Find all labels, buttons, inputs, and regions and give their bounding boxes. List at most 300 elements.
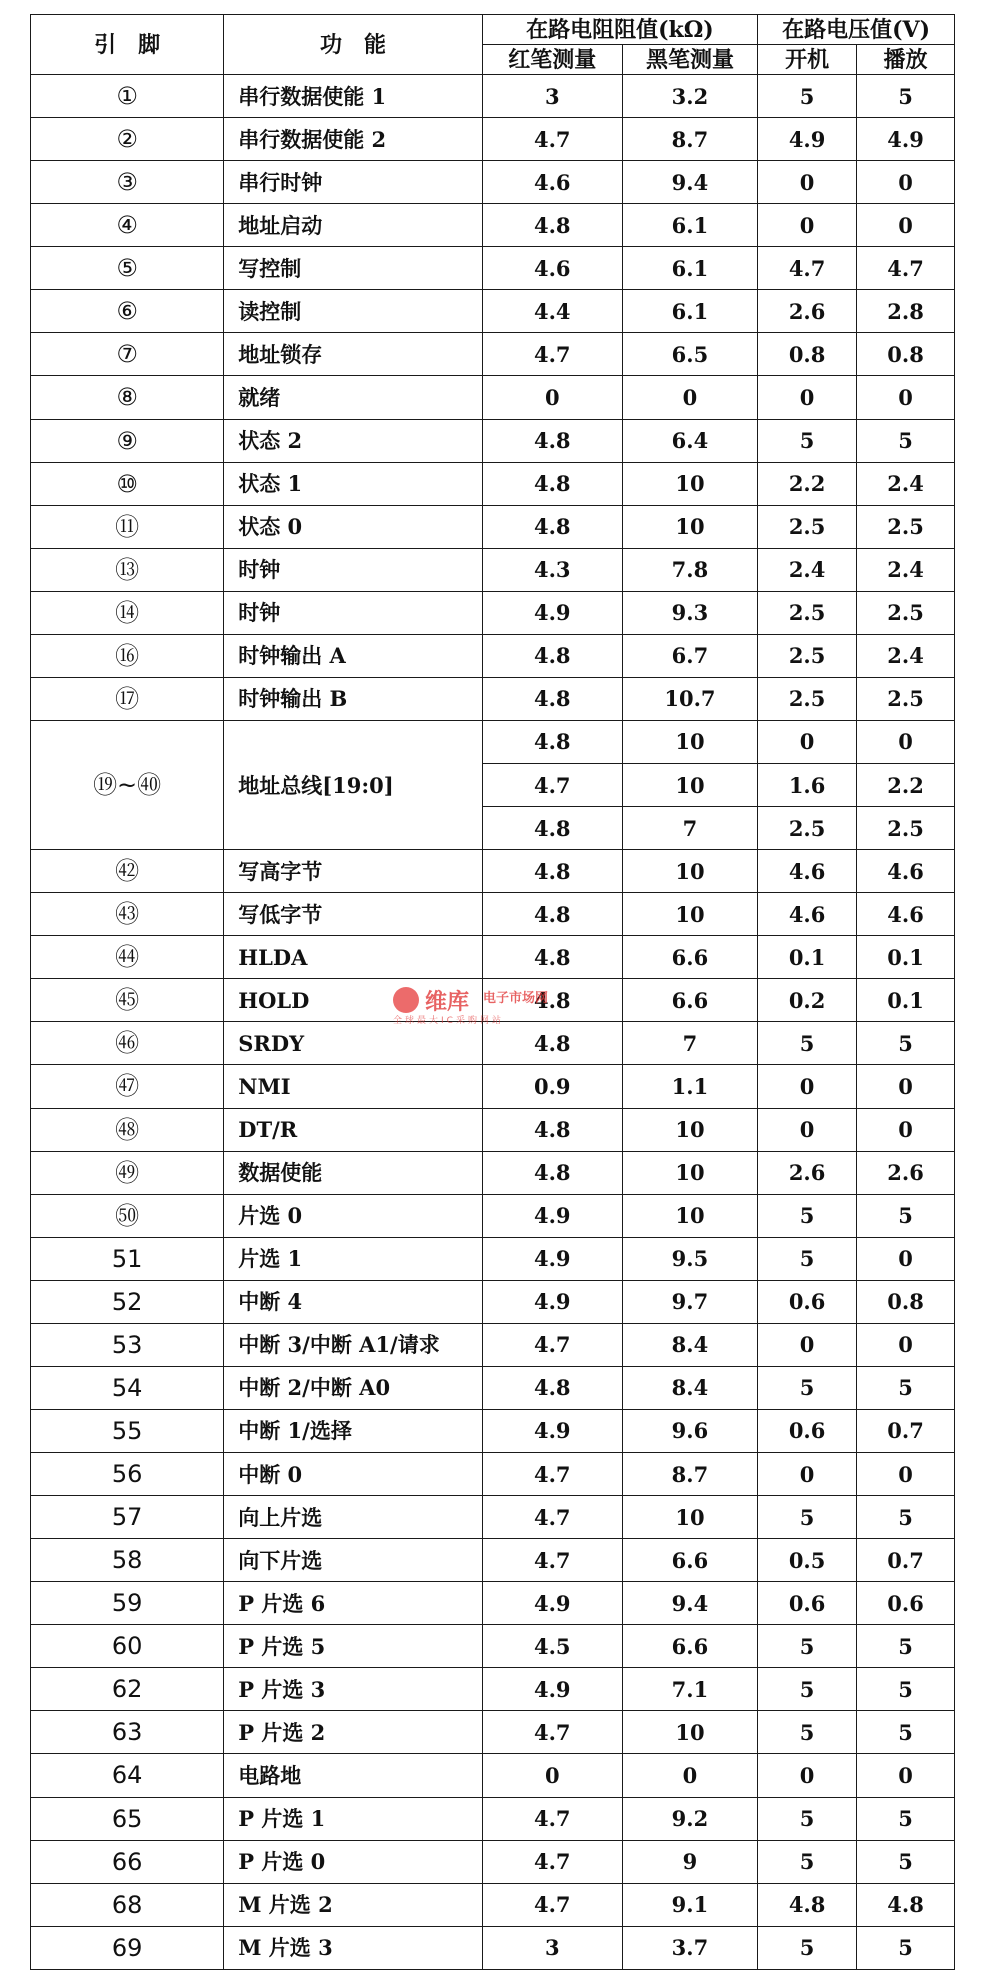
- power-on-cell: 5: [758, 1668, 857, 1711]
- red-probe-cell: 4.8: [482, 720, 622, 763]
- red-probe-cell: 4.8: [482, 462, 622, 505]
- play-cell: 0: [857, 1323, 955, 1366]
- table-row: [31, 1625, 955, 1668]
- black-probe-cell: 7.1: [622, 1668, 757, 1711]
- black-probe-cell: 6.6: [622, 936, 757, 979]
- pin-cell: 66: [31, 1840, 224, 1883]
- function-cell: NMI: [224, 1065, 482, 1108]
- black-probe-cell: 9.2: [622, 1797, 757, 1840]
- header-function: 功 能: [224, 15, 482, 75]
- power-on-cell: 5: [758, 1711, 857, 1754]
- pin-cell: ㊷: [31, 850, 224, 893]
- table-row: [31, 1151, 955, 1194]
- table-row: [31, 505, 955, 548]
- pin-cell: ⑥: [31, 290, 224, 333]
- red-probe-cell: 4.5: [482, 1625, 622, 1668]
- function-cell: 状态 0: [224, 505, 482, 548]
- function-cell: 电路地: [224, 1754, 482, 1797]
- red-probe-cell: 3: [482, 75, 622, 118]
- red-probe-cell: 4.4: [482, 290, 622, 333]
- black-probe-cell: 10: [622, 462, 757, 505]
- black-probe-cell: 10: [622, 1496, 757, 1539]
- pin-cell: 59: [31, 1582, 224, 1625]
- table-row: [31, 1754, 955, 1797]
- play-cell: 4.9: [857, 118, 955, 161]
- table-row: [31, 1323, 955, 1366]
- black-probe-cell: 10.7: [622, 677, 757, 720]
- power-on-cell: 2.6: [758, 290, 857, 333]
- pin-data-table: [30, 14, 955, 1970]
- play-cell: 5: [857, 1496, 955, 1539]
- table-row: [31, 1496, 955, 1539]
- power-on-cell: 5: [758, 1022, 857, 1065]
- red-probe-cell: 4.6: [482, 161, 622, 204]
- function-cell: P 片选 5: [224, 1625, 482, 1668]
- black-probe-cell: 8.4: [622, 1323, 757, 1366]
- pin-cell: 65: [31, 1797, 224, 1840]
- power-on-cell: 5: [758, 1496, 857, 1539]
- red-probe-cell: 4.9: [482, 1280, 622, 1323]
- pin-cell: ①: [31, 75, 224, 118]
- pin-cell: 69: [31, 1926, 224, 1969]
- play-cell: 2.6: [857, 1151, 955, 1194]
- table-row: [31, 1668, 955, 1711]
- power-on-cell: 0.2: [758, 979, 857, 1022]
- watermark-tag: 全球最大IC采购网站: [393, 1016, 504, 1026]
- play-cell: 0: [857, 1237, 955, 1280]
- black-probe-cell: 6.6: [622, 1625, 757, 1668]
- play-cell: 0.7: [857, 1409, 955, 1452]
- watermark-site: 电子市场网: [483, 991, 549, 1006]
- play-cell: 5: [857, 419, 955, 462]
- power-on-cell: 4.6: [758, 893, 857, 936]
- pin-cell: 53: [31, 1323, 224, 1366]
- pin-cell: ④: [31, 204, 224, 247]
- red-probe-cell: 4.9: [482, 591, 622, 634]
- pin-cell: ⑰: [31, 677, 224, 720]
- pin-cell: ㊸: [31, 893, 224, 936]
- table-row: [31, 290, 955, 333]
- black-probe-cell: 0: [622, 1754, 757, 1797]
- red-probe-cell: 4.8: [482, 1151, 622, 1194]
- red-probe-cell: 4.8: [482, 204, 622, 247]
- power-on-cell: 0.5: [758, 1539, 857, 1582]
- pin-cell: ⑩: [31, 462, 224, 505]
- pin-cell: ⑬: [31, 548, 224, 591]
- red-probe-cell: 4.7: [482, 118, 622, 161]
- pin-cell: 54: [31, 1366, 224, 1409]
- pin-cell: ⑲~㊵: [31, 720, 224, 849]
- function-cell: 地址启动: [224, 204, 482, 247]
- function-cell: 就绪: [224, 376, 482, 419]
- power-on-cell: 0: [758, 720, 857, 763]
- power-on-cell: 0: [758, 161, 857, 204]
- red-probe-cell: 4.7: [482, 1539, 622, 1582]
- table-row: [31, 419, 955, 462]
- power-on-cell: 5: [758, 1237, 857, 1280]
- function-cell: HLDA: [224, 936, 482, 979]
- black-probe-cell: 10: [622, 1194, 757, 1237]
- black-probe-cell: 6.1: [622, 290, 757, 333]
- function-cell: 中断 4: [224, 1280, 482, 1323]
- table-row: [31, 376, 955, 419]
- play-cell: 0: [857, 161, 955, 204]
- function-cell: DT/R: [224, 1108, 482, 1151]
- table-row: [31, 720, 955, 763]
- power-on-cell: 5: [758, 1366, 857, 1409]
- function-cell: 串行数据使能 2: [224, 118, 482, 161]
- play-cell: 5: [857, 75, 955, 118]
- play-cell: 0.6: [857, 1582, 955, 1625]
- red-probe-cell: 4.8: [482, 936, 622, 979]
- red-probe-cell: 4.9: [482, 1582, 622, 1625]
- black-probe-cell: 10: [622, 893, 757, 936]
- header-red-probe: 红笔测量: [482, 45, 622, 75]
- red-probe-cell: 4.9: [482, 1409, 622, 1452]
- pin-cell: ㊽: [31, 1108, 224, 1151]
- function-cell: 地址总线[19:0]: [224, 720, 482, 849]
- table-row: [31, 634, 955, 677]
- table-row: [31, 75, 955, 118]
- pin-cell: 52: [31, 1280, 224, 1323]
- black-probe-cell: 8.7: [622, 1453, 757, 1496]
- play-cell: 4.8: [857, 1883, 955, 1926]
- function-cell: P 片选 0: [224, 1840, 482, 1883]
- red-probe-cell: 4.3: [482, 548, 622, 591]
- play-cell: 0: [857, 204, 955, 247]
- pin-cell: 63: [31, 1711, 224, 1754]
- play-cell: 2.4: [857, 462, 955, 505]
- function-cell: 中断 3/中断 A1/请求: [224, 1323, 482, 1366]
- function-cell: 写控制: [224, 247, 482, 290]
- pin-cell: ⑯: [31, 634, 224, 677]
- table-row: [31, 1539, 955, 1582]
- play-cell: 5: [857, 1366, 955, 1409]
- table-row: [31, 1280, 955, 1323]
- table-row: [31, 1065, 955, 1108]
- pin-cell: ㊹: [31, 936, 224, 979]
- pin-cell: 57: [31, 1496, 224, 1539]
- table-row: [31, 247, 955, 290]
- table-row: [31, 591, 955, 634]
- pin-cell: ㊻: [31, 1022, 224, 1065]
- function-cell: 地址锁存: [224, 333, 482, 376]
- power-on-cell: 2.5: [758, 634, 857, 677]
- red-probe-cell: 0: [482, 1754, 622, 1797]
- function-cell: 中断 2/中断 A0: [224, 1366, 482, 1409]
- pin-cell: 62: [31, 1668, 224, 1711]
- pin-cell: ③: [31, 161, 224, 204]
- black-probe-cell: 7: [622, 1022, 757, 1065]
- black-probe-cell: 6.6: [622, 1539, 757, 1582]
- table-row: [31, 677, 955, 720]
- function-cell: M 片选 2: [224, 1883, 482, 1926]
- table-row: [31, 850, 955, 893]
- red-probe-cell: 4.7: [482, 1323, 622, 1366]
- play-cell: 2.5: [857, 807, 955, 850]
- power-on-cell: 0: [758, 1065, 857, 1108]
- function-cell: P 片选 3: [224, 1668, 482, 1711]
- black-probe-cell: 9: [622, 1840, 757, 1883]
- table-row: [31, 893, 955, 936]
- black-probe-cell: 10: [622, 1711, 757, 1754]
- table-row: [31, 1883, 955, 1926]
- function-cell: 状态 1: [224, 462, 482, 505]
- function-cell: 读控制: [224, 290, 482, 333]
- power-on-cell: 5: [758, 1194, 857, 1237]
- table-row: [31, 1409, 955, 1452]
- function-cell: 串行时钟: [224, 161, 482, 204]
- play-cell: 2.4: [857, 548, 955, 591]
- black-probe-cell: 6.4: [622, 419, 757, 462]
- table-row: [31, 548, 955, 591]
- black-probe-cell: 6.6: [622, 979, 757, 1022]
- pin-cell: ㊺: [31, 979, 224, 1022]
- header-pin: 引 脚: [31, 15, 224, 75]
- watermark-brand: 维库: [425, 990, 470, 1015]
- black-probe-cell: 9.6: [622, 1409, 757, 1452]
- play-cell: 0: [857, 720, 955, 763]
- table-row: [31, 1022, 955, 1065]
- table-row: [31, 1840, 955, 1883]
- power-on-cell: 5: [758, 75, 857, 118]
- play-cell: 4.7: [857, 247, 955, 290]
- black-probe-cell: 9.4: [622, 161, 757, 204]
- pin-cell: 51: [31, 1237, 224, 1280]
- function-cell: 数据使能: [224, 1151, 482, 1194]
- table-row: [31, 979, 955, 1022]
- red-probe-cell: 4.8: [482, 893, 622, 936]
- play-cell: 0.8: [857, 333, 955, 376]
- black-probe-cell: 10: [622, 720, 757, 763]
- power-on-cell: 2.5: [758, 807, 857, 850]
- pin-cell: 56: [31, 1453, 224, 1496]
- function-cell: 状态 2: [224, 419, 482, 462]
- play-cell: 2.8: [857, 290, 955, 333]
- red-probe-cell: 3: [482, 1926, 622, 1969]
- power-on-cell: 0: [758, 1108, 857, 1151]
- red-probe-cell: 4.6: [482, 247, 622, 290]
- power-on-cell: 2.5: [758, 505, 857, 548]
- power-on-cell: 4.8: [758, 1883, 857, 1926]
- red-probe-cell: 4.8: [482, 1366, 622, 1409]
- red-probe-cell: 4.9: [482, 1668, 622, 1711]
- black-probe-cell: 10: [622, 764, 757, 807]
- black-probe-cell: 3.7: [622, 1926, 757, 1969]
- table-header: [31, 15, 955, 75]
- power-on-cell: 5: [758, 1797, 857, 1840]
- power-on-cell: 0.8: [758, 333, 857, 376]
- table-row: [31, 1582, 955, 1625]
- header-power-on: 开机: [758, 45, 857, 75]
- pin-cell: 58: [31, 1539, 224, 1582]
- black-probe-cell: 9.7: [622, 1280, 757, 1323]
- black-probe-cell: 8.7: [622, 118, 757, 161]
- function-cell: 写低字节: [224, 893, 482, 936]
- table-body: [31, 75, 955, 1970]
- table-row: [31, 161, 955, 204]
- red-probe-cell: 4.8: [482, 634, 622, 677]
- black-probe-cell: 6.7: [622, 634, 757, 677]
- play-cell: 0: [857, 1754, 955, 1797]
- red-probe-cell: 4.8: [482, 419, 622, 462]
- table-row: [31, 1194, 955, 1237]
- function-cell: 中断 1/选择: [224, 1409, 482, 1452]
- function-cell: 片选 0: [224, 1194, 482, 1237]
- power-on-cell: 2.4: [758, 548, 857, 591]
- red-probe-cell: 4.8: [482, 505, 622, 548]
- power-on-cell: 5: [758, 1926, 857, 1969]
- play-cell: 5: [857, 1668, 955, 1711]
- pin-cell: ②: [31, 118, 224, 161]
- power-on-cell: 0: [758, 1453, 857, 1496]
- red-probe-cell: 4.8: [482, 1022, 622, 1065]
- table-row: [31, 333, 955, 376]
- power-on-cell: 2.2: [758, 462, 857, 505]
- function-cell: SRDY: [224, 1022, 482, 1065]
- black-probe-cell: 8.4: [622, 1366, 757, 1409]
- black-probe-cell: 10: [622, 850, 757, 893]
- function-cell: 向上片选: [224, 1496, 482, 1539]
- table-row: [31, 204, 955, 247]
- header-black-probe: 黑笔测量: [622, 45, 757, 75]
- pin-cell: 68: [31, 1883, 224, 1926]
- power-on-cell: 5: [758, 419, 857, 462]
- header-voltage: 在路电压值(V): [758, 15, 955, 45]
- pin-cell: 60: [31, 1625, 224, 1668]
- black-probe-cell: 6.1: [622, 204, 757, 247]
- black-probe-cell: 3.2: [622, 75, 757, 118]
- black-probe-cell: 9.3: [622, 591, 757, 634]
- function-cell: 写高字节: [224, 850, 482, 893]
- pin-cell: ⑤: [31, 247, 224, 290]
- black-probe-cell: 6.1: [622, 247, 757, 290]
- pin-cell: ⑪: [31, 505, 224, 548]
- power-on-cell: 4.9: [758, 118, 857, 161]
- pin-cell: ⑧: [31, 376, 224, 419]
- table-row: [31, 1797, 955, 1840]
- play-cell: 2.5: [857, 505, 955, 548]
- black-probe-cell: 6.5: [622, 333, 757, 376]
- function-cell: 中断 0: [224, 1453, 482, 1496]
- function-cell: 片选 1: [224, 1237, 482, 1280]
- play-cell: 0: [857, 1065, 955, 1108]
- function-cell: P 片选 2: [224, 1711, 482, 1754]
- play-cell: 4.6: [857, 893, 955, 936]
- table-row: [31, 936, 955, 979]
- red-probe-cell: 4.7: [482, 1797, 622, 1840]
- play-cell: 0: [857, 1453, 955, 1496]
- play-cell: 0: [857, 376, 955, 419]
- play-cell: 0: [857, 1108, 955, 1151]
- pin-cell: ㊾: [31, 1151, 224, 1194]
- black-probe-cell: 9.5: [622, 1237, 757, 1280]
- red-probe-cell: 4.7: [482, 764, 622, 807]
- play-cell: 5: [857, 1711, 955, 1754]
- play-cell: 2.5: [857, 591, 955, 634]
- power-on-cell: 0.1: [758, 936, 857, 979]
- red-probe-cell: 4.7: [482, 1496, 622, 1539]
- play-cell: 2.5: [857, 677, 955, 720]
- play-cell: 2.4: [857, 634, 955, 677]
- header-play: 播放: [857, 45, 955, 75]
- red-probe-cell: 4.7: [482, 1711, 622, 1754]
- red-probe-cell: 4.7: [482, 333, 622, 376]
- function-cell: 时钟输出 B: [224, 677, 482, 720]
- power-on-cell: 2.5: [758, 591, 857, 634]
- black-probe-cell: 10: [622, 1108, 757, 1151]
- power-on-cell: 0: [758, 204, 857, 247]
- function-cell: 时钟: [224, 548, 482, 591]
- pin-cell: ⑦: [31, 333, 224, 376]
- black-probe-cell: 7: [622, 807, 757, 850]
- play-cell: 5: [857, 1022, 955, 1065]
- table-row: [31, 1711, 955, 1754]
- play-cell: 5: [857, 1797, 955, 1840]
- pin-cell: ⑭: [31, 591, 224, 634]
- table-row: [31, 1453, 955, 1496]
- play-cell: 4.6: [857, 850, 955, 893]
- power-on-cell: 0: [758, 1323, 857, 1366]
- play-cell: 0.1: [857, 979, 955, 1022]
- pin-cell: ⑨: [31, 419, 224, 462]
- table-row: [31, 1108, 955, 1151]
- power-on-cell: 5: [758, 1625, 857, 1668]
- power-on-cell: 2.5: [758, 677, 857, 720]
- red-probe-cell: 4.7: [482, 1453, 622, 1496]
- power-on-cell: 1.6: [758, 764, 857, 807]
- power-on-cell: 4.6: [758, 850, 857, 893]
- function-cell: M 片选 3: [224, 1926, 482, 1969]
- play-cell: 5: [857, 1625, 955, 1668]
- black-probe-cell: 0: [622, 376, 757, 419]
- play-cell: 2.2: [857, 764, 955, 807]
- function-cell: P 片选 1: [224, 1797, 482, 1840]
- red-probe-cell: 4.8: [482, 979, 622, 1022]
- header-resistance: 在路电阻阻值(kΩ): [482, 15, 757, 45]
- red-probe-cell: 4.8: [482, 1108, 622, 1151]
- power-on-cell: 0.6: [758, 1280, 857, 1323]
- black-probe-cell: 9.4: [622, 1582, 757, 1625]
- power-on-cell: 0.6: [758, 1582, 857, 1625]
- red-probe-cell: 4.8: [482, 677, 622, 720]
- function-cell: 时钟: [224, 591, 482, 634]
- red-probe-cell: 4.9: [482, 1194, 622, 1237]
- function-cell: 向下片选: [224, 1539, 482, 1582]
- function-cell: HOLD: [224, 979, 482, 1022]
- table-row: [31, 1237, 955, 1280]
- black-probe-cell: 1.1: [622, 1065, 757, 1108]
- red-probe-cell: 4.8: [482, 807, 622, 850]
- red-probe-cell: 0.9: [482, 1065, 622, 1108]
- play-cell: 0.1: [857, 936, 955, 979]
- table-row: [31, 1926, 955, 1969]
- play-cell: 5: [857, 1840, 955, 1883]
- black-probe-cell: 10: [622, 505, 757, 548]
- red-probe-cell: 4.8: [482, 850, 622, 893]
- black-probe-cell: 10: [622, 1151, 757, 1194]
- function-cell: P 片选 6: [224, 1582, 482, 1625]
- play-cell: 5: [857, 1926, 955, 1969]
- power-on-cell: 2.6: [758, 1151, 857, 1194]
- play-cell: 5: [857, 1194, 955, 1237]
- pin-cell: 55: [31, 1409, 224, 1452]
- red-probe-cell: 4.7: [482, 1840, 622, 1883]
- red-probe-cell: 4.7: [482, 1883, 622, 1926]
- red-probe-cell: 0: [482, 376, 622, 419]
- function-cell: 串行数据使能 1: [224, 75, 482, 118]
- pin-cell: ㊿: [31, 1194, 224, 1237]
